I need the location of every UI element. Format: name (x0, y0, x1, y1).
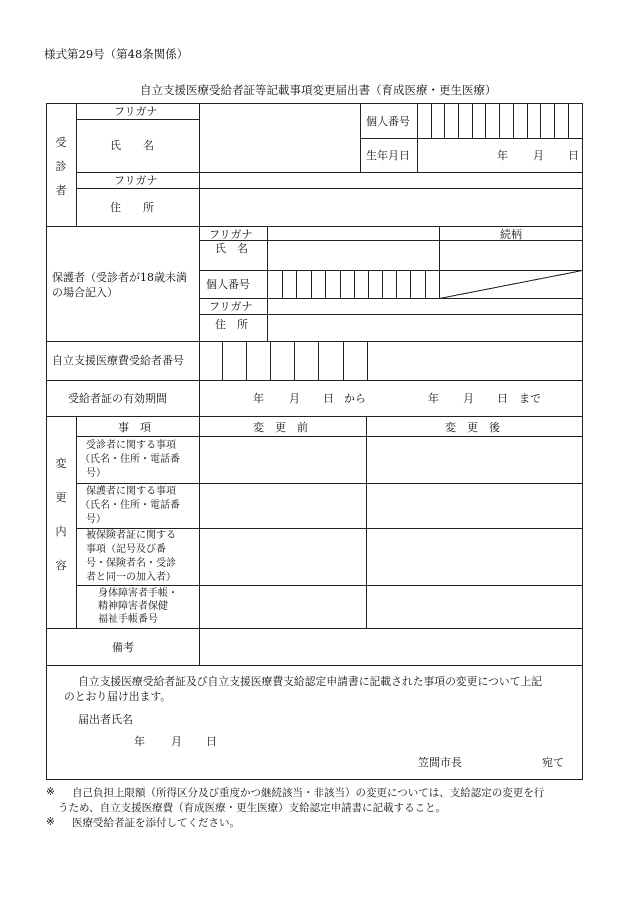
changes-section-label-2: 更 (55, 491, 67, 504)
note1-line1: 自己負担上限額（所得区分及び重度かつ継続該当・非該当）の変更については、支給認定の変更を行 (72, 787, 545, 799)
guardian-individual-number-label: 個人番号 (206, 278, 250, 291)
changes-row1-before-field[interactable] (200, 437, 366, 483)
guardian-name-label: 氏 名 (215, 242, 248, 255)
declaration-month: 月 (171, 735, 182, 748)
declaration-line1: 自立支援医療受給者証及び自立支援医療費支給認定申請書に記載された事項の変更について上記 (78, 675, 543, 688)
recipient-number-field[interactable] (200, 342, 367, 380)
patient-individual-number-label: 個人番号 (366, 115, 410, 128)
changes-row3-line4: 者と同一の加入者） (86, 572, 176, 583)
declaration-line2: のとおり届け出ます。 (64, 690, 172, 703)
patient-birth-year: 年 (497, 149, 508, 162)
validity-day-from: 日 (323, 392, 334, 405)
patient-section-label-1: 受 (55, 136, 67, 149)
guardian-relationship-label: 続柄 (500, 228, 522, 241)
note2-text: 医療受給者証を添付してください。 (72, 817, 240, 829)
patient-furigana-label: フリガナ (114, 105, 158, 118)
validity-label: 受給者証の有効期間 (68, 392, 167, 405)
recipient-number-label: 自立支援医療費受給者番号 (52, 354, 184, 367)
declaration-day: 日 (206, 735, 217, 748)
changes-row2-after-field[interactable] (367, 484, 582, 528)
patient-section-label-3: 者 (55, 184, 67, 197)
guardian-label-line2: の場合記入） (52, 286, 118, 299)
changes-row1-after-field[interactable] (367, 437, 582, 483)
guardian-relationship-diagonal (440, 271, 583, 299)
patient-birth-month: 月 (533, 149, 544, 162)
changes-section-label-4: 容 (55, 559, 67, 572)
changes-row3-line3: 号・保険者名・受診 (86, 558, 176, 569)
guardian-furigana2-label: フリガナ (209, 300, 253, 313)
changes-row3-line1: 被保険者証に関する (86, 530, 176, 541)
changes-item-header: 事 項 (118, 421, 151, 434)
submitter-name-field[interactable] (140, 708, 440, 728)
changes-row4-line2: 精神障害者保健 (98, 601, 168, 612)
patient-birthdate-field[interactable] (418, 139, 582, 172)
changes-row4-after-field[interactable] (367, 586, 582, 628)
validity-period-field[interactable] (200, 381, 582, 416)
changes-row2-before-field[interactable] (200, 484, 366, 528)
changes-row2-line3: 号） (86, 514, 106, 525)
patient-individual-number-field[interactable] (418, 104, 582, 138)
form-title: 自立支援医療受給者証等記載事項変更届出書（育成医療・更生医療） (140, 83, 497, 97)
changes-before-header: 変 更 前 (253, 421, 308, 434)
changes-row1-line1: 受診者に関する事項 (86, 440, 176, 451)
patient-name-field[interactable] (200, 104, 360, 172)
patient-birth-day: 日 (568, 149, 579, 162)
changes-section-label-3: 内 (55, 525, 67, 538)
changes-row4-line3: 福祉手帳番号 (98, 614, 158, 625)
changes-row1-line2: （氏名・住所・電話番 (80, 454, 180, 465)
changes-section-label-1: 変 (55, 457, 67, 470)
validity-day-to: 日 (497, 392, 508, 405)
form-number: 様式第29号（第48条関係） (44, 47, 189, 61)
remarks-field[interactable] (200, 629, 582, 665)
validity-month-to: 月 (463, 392, 474, 405)
note1-line2: うため、自立支援医療費（育成医療・更生医療）支給認定申請書に記載すること。 (58, 802, 447, 814)
changes-row3-before-field[interactable] (200, 529, 366, 585)
patient-birthdate-label: 生年月日 (366, 149, 410, 162)
validity-year-from: 年 (253, 392, 264, 405)
guardian-furigana-label: フリガナ (209, 228, 253, 241)
validity-month-from: 月 (289, 392, 300, 405)
submitter-name-label: 届出者氏名 (78, 713, 133, 726)
remarks-label: 備考 (112, 641, 134, 654)
changes-row3-line2: 事項（記号及び番 (86, 544, 166, 555)
guardian-relationship-field[interactable] (440, 241, 582, 270)
guardian-individual-number-field[interactable] (268, 271, 439, 298)
patient-section-label-2: 診 (55, 160, 67, 173)
note1-mark: ※ (46, 786, 55, 798)
mayor-label: 笠間市長 (418, 756, 462, 769)
changes-row4-line1: 身体障害者手帳・ (98, 588, 178, 599)
addressee-label: 宛て (542, 756, 564, 769)
changes-after-header: 変 更 後 (445, 421, 500, 434)
patient-address-field[interactable] (200, 189, 582, 226)
changes-row2-line2: （氏名・住所・電話番 (80, 500, 180, 511)
guardian-label-line1: 保護者（受診者が18歳未満 (52, 271, 187, 284)
changes-row3-after-field[interactable] (367, 529, 582, 585)
validity-until-text: まで (519, 392, 541, 405)
changes-row1-line3: 号） (86, 468, 106, 479)
guardian-address-field[interactable] (268, 299, 582, 341)
validity-year-to: 年 (428, 392, 439, 405)
guardian-name-field[interactable] (268, 227, 439, 270)
patient-name-label: 氏 名 (110, 139, 154, 152)
changes-row4-before-field[interactable] (200, 586, 366, 628)
guardian-address-label: 住 所 (215, 318, 248, 331)
declaration-year: 年 (134, 735, 145, 748)
validity-from-text: から (344, 392, 366, 405)
patient-furigana2-label: フリガナ (114, 174, 158, 187)
changes-row2-line1: 保護者に関する事項 (86, 486, 176, 497)
patient-address-label: 住 所 (110, 201, 154, 214)
note2-mark: ※ (46, 816, 55, 828)
